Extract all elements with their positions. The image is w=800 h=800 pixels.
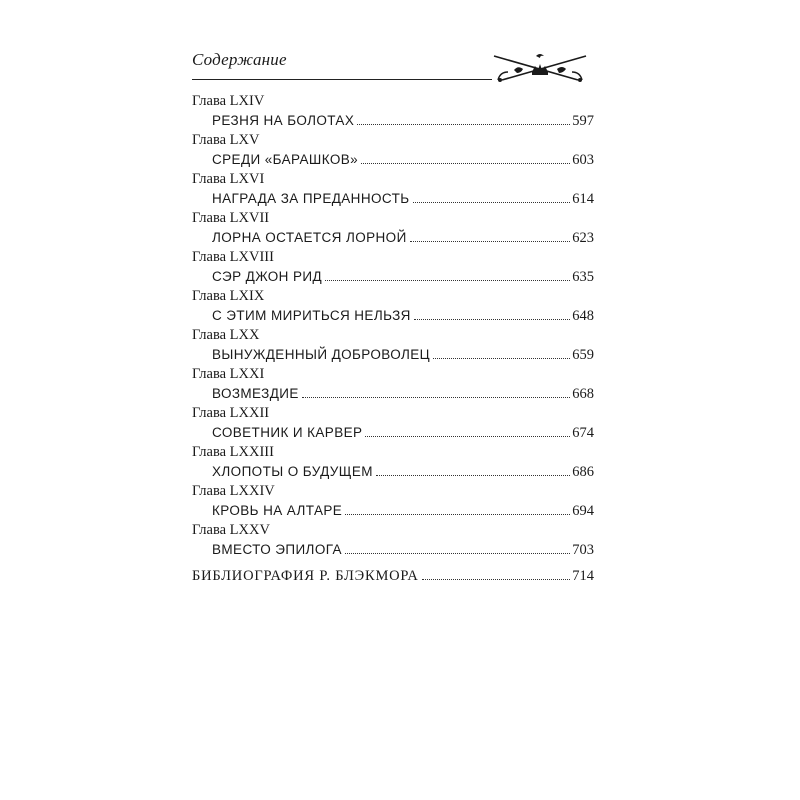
- dot-leader: [413, 202, 571, 203]
- toc-entry: [212, 228, 594, 248]
- header-title: Содержание: [192, 50, 287, 69]
- page-number: 659: [572, 347, 594, 363]
- chapter-label: Глава LXXII: [192, 405, 270, 421]
- page-number: 694: [572, 503, 594, 519]
- chapter-label: Глава LXXV: [192, 522, 270, 538]
- toc-chapter: [192, 326, 594, 365]
- toc-chapter: [192, 404, 594, 443]
- chapter-label: Глава LXXI: [192, 366, 265, 382]
- dot-leader: [365, 436, 570, 437]
- chapter-label: Глава LXX: [192, 327, 260, 343]
- toc-chapter: [192, 443, 594, 482]
- chapter-label: Глава LXXIII: [192, 444, 274, 460]
- toc-entry: [212, 306, 594, 326]
- page-number: 674: [572, 425, 594, 441]
- page-number: 668: [572, 386, 594, 402]
- chapter-label: Глава LXVIII: [192, 249, 274, 265]
- chapter-label: Глава LXVI: [192, 171, 265, 187]
- toc-entry: [212, 150, 594, 170]
- chapter-title: КРОВЬ НА АЛТАРЕ: [212, 503, 343, 518]
- dot-leader: [345, 514, 570, 515]
- toc-chapter: [192, 521, 594, 560]
- dot-leader: [361, 163, 570, 164]
- chapter-title: СРЕДИ «БАРАШКОВ»: [212, 152, 359, 167]
- dot-leader: [414, 319, 571, 320]
- page-number: 714: [572, 568, 594, 584]
- toc-chapter: [192, 170, 594, 209]
- page-number: 614: [572, 191, 594, 207]
- chapter-title: ЛОРНА ОСТАЕТСЯ ЛОРНОЙ: [212, 230, 407, 245]
- page-number: 703: [572, 542, 594, 558]
- dot-leader: [345, 553, 570, 554]
- toc-entry: [212, 189, 594, 209]
- page-number: 597: [572, 113, 594, 129]
- chapter-title: ХЛОПОТЫ О БУДУЩЕМ: [212, 464, 373, 479]
- toc-chapter: [192, 287, 594, 326]
- page-number: 648: [572, 308, 594, 324]
- chapter-label: Глава LXIV: [192, 93, 265, 109]
- chapter-label: Глава LXIX: [192, 288, 265, 304]
- page-number: 686: [572, 464, 594, 480]
- table-of-contents: [192, 92, 594, 586]
- toc-chapter: [192, 365, 594, 404]
- dot-leader: [433, 358, 570, 359]
- toc-chapter: [192, 209, 594, 248]
- chapter-label: Глава LXVII: [192, 210, 270, 226]
- dot-leader: [357, 124, 570, 125]
- page-header: [192, 50, 592, 82]
- chapter-title: СЭР ДЖОН РИД: [212, 269, 323, 284]
- chapter-label: Глава LXXIV: [192, 483, 275, 499]
- dot-leader: [422, 579, 571, 580]
- dot-leader: [376, 475, 570, 476]
- chapter-title: ВЫНУЖДЕННЫЙ ДОБРОВОЛЕЦ: [212, 347, 431, 362]
- crossed-swords-crown-icon: [492, 50, 588, 84]
- chapter-title: НАГРАДА ЗА ПРЕДАННОСТЬ: [212, 191, 410, 206]
- toc-entry: [212, 462, 594, 482]
- toc-entry: [212, 423, 594, 443]
- dot-leader: [302, 397, 570, 398]
- chapter-title: СОВЕТНИК И КАРВЕР: [212, 425, 363, 440]
- appendix-title: БИБЛИОГРАФИЯ Р. БЛЭКМОРА: [192, 568, 419, 584]
- page-number: 603: [572, 152, 594, 168]
- toc-entry: [212, 345, 594, 365]
- toc-chapter: [192, 482, 594, 521]
- toc-chapter: [192, 131, 594, 170]
- chapter-title: ВМЕСТО ЭПИЛОГА: [212, 542, 342, 557]
- chapter-label: Глава LXV: [192, 132, 260, 148]
- toc-entry: [212, 267, 594, 287]
- chapter-title: ВОЗМЕЗДИЕ: [212, 386, 299, 401]
- toc-chapter: [192, 248, 594, 287]
- page-number: 635: [572, 269, 594, 285]
- dot-leader: [325, 280, 570, 281]
- dot-leader: [410, 241, 571, 242]
- chapter-title: С ЭТИМ МИРИТЬСЯ НЕЛЬЗЯ: [212, 308, 411, 323]
- toc-entry: [212, 111, 594, 131]
- toc-entry: [212, 501, 594, 521]
- header-rule: [192, 79, 492, 80]
- toc-entry: [212, 540, 594, 560]
- chapter-title: РЕЗНЯ НА БОЛОТАХ: [212, 113, 355, 128]
- toc-chapter: [192, 92, 594, 131]
- page-number: 623: [572, 230, 594, 246]
- toc-entry: [212, 384, 594, 404]
- toc-appendix-entry: [192, 566, 594, 586]
